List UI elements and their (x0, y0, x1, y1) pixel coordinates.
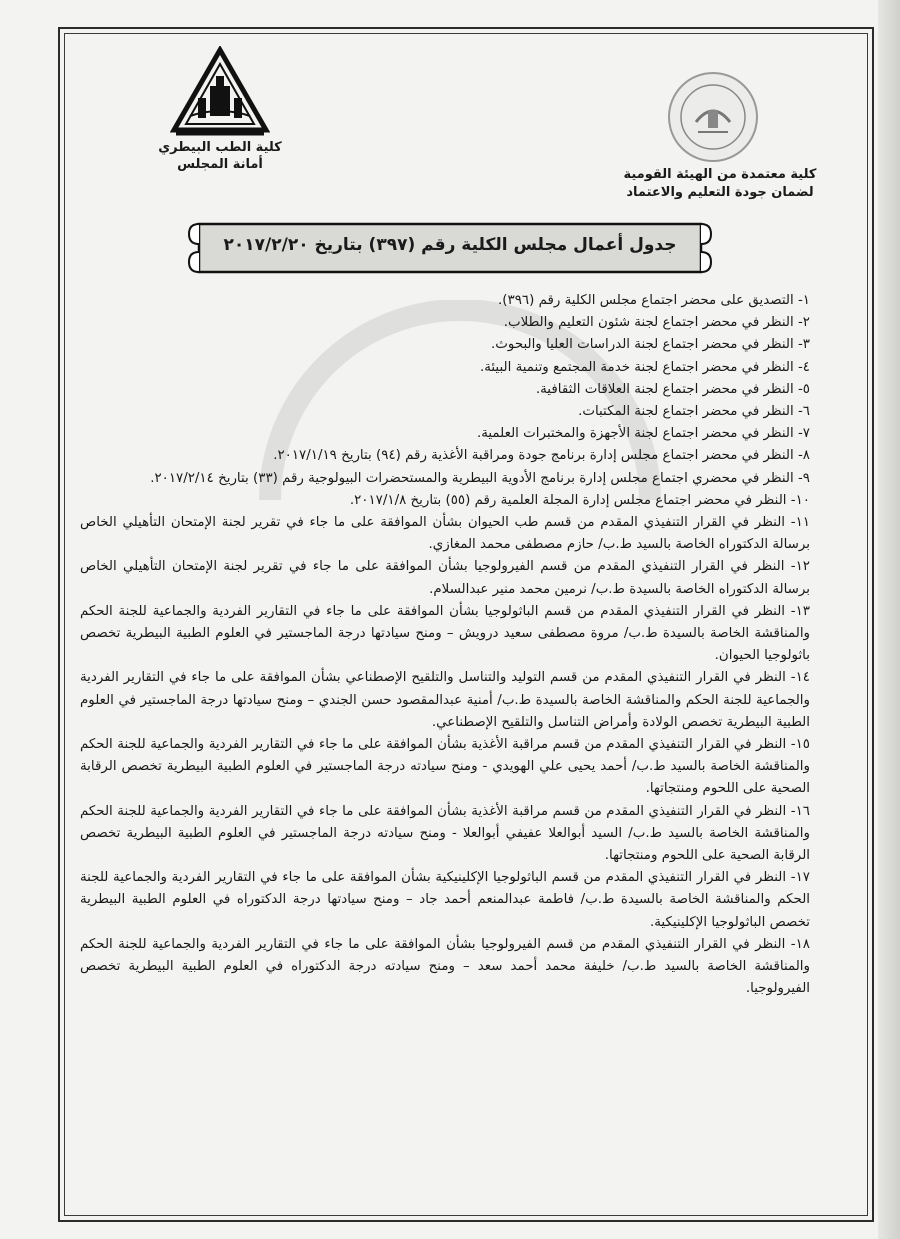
agenda-item: ٥- النظر في محضر اجتماع لجنة العلاقات الثقافية. (535, 381, 810, 397)
agenda-item: ٢- النظر في محضر اجتماع لجنة شئون التعليم والطلاب. (503, 315, 810, 331)
accreditation-line-1: كلية معتمدة من الهيئة القومية (623, 167, 817, 182)
faculty-header (140, 139, 300, 173)
agenda-item: ١٥- النظر في القرار التنفيذي المقدم من قسم مراقبة الأغذية بشأن الموافقة على ما جاء في التقارير الفردية والجماعية للجنة الحكم والمناقشة الخاصة بالسيد ط.ب/ أحمد يحيى علي الهويدي - ومنح سيادته درجة الماجستير في العلوم الطبية البيطرية تخصص الرقابة الصحية على اللحوم ومنتجاتها. (80, 737, 810, 797)
agenda-item: ١٤- النظر في القرار التنفيذي المقدم من قسم التوليد والتناسل والتلقيح الإصطناعي بشأن الموافقة على ما جاء في التقارير الفردية والجماعية للجنة الحكم والمناقشة الخاصة بالسيدة ط.ب/ أمنية عبدالمقصود حسن الجندي – ومنح سيادتها درجة الماجستير في العلوم الطبية البيطرية تخصص الولادة وأمراض التناسل والتلقيح الإصطناعي. (80, 670, 810, 730)
accreditation-seal (666, 70, 760, 164)
agenda-item: ٤- النظر في محضر اجتماع لجنة خدمة المجتمع وتنمية البيئة. (479, 359, 810, 375)
agenda-item: ١٣- النظر في القرار التنفيذي المقدم من قسم الباثولوجيا بشأن الموافقة على ما جاء في التقارير الفردية والجماعية للجنة الحكم والمناقشة الخاصة بالسيدة ط.ب/ مروة مصطفى سعيد درويش – ومنح سيادتها درجة الماجستير في العلوم الطبية البيطرية تخصص باثولوجيا الحيوان. (80, 603, 810, 664)
agenda-list (80, 290, 810, 1001)
scan-edge-shadow (878, 0, 900, 1239)
agenda-item: ٧- النظر في محضر اجتماع لجنة الأجهزة والمختبرات العلمية. (476, 426, 810, 442)
accreditation-line-2: لضمان جودة التعليم والاعتماد (626, 185, 814, 200)
council-secretariat: أمانة المجلس (177, 157, 263, 172)
agenda-item: ١٧- النظر في القرار التنفيذي المقدم من قسم الباثولوجيا الإكلينيكية بشأن الموافقة على ما جاء في التقارير الفردية والجماعية للجنة الحكم والمناقشة الخاصة بالسيدة ط.ب/ فاطمة عبدالمنعم أحمد جاد – ومنح سيادتها درجة الدكتوراه في العلوم الطبية البيطرية تخصص الباثولوجيا الإكلينيكية. (80, 870, 810, 930)
accreditation-text (600, 166, 840, 202)
agenda-item: ٦- النظر في محضر اجتماع لجنة المكتبات. (578, 404, 810, 420)
agenda-item: ٣- النظر في محضر اجتماع لجنة الدراسات العليا والبحوث. (491, 337, 810, 353)
agenda-item: ١٦- النظر في القرار التنفيذي المقدم من قسم مراقبة الأغذية بشأن الموافقة على ما جاء في التقارير الفردية والجماعية للجنة الحكم والمناقشة الخاصة بالسيد ط.ب/ السيد أبوالعلا عفيفي أبوالعلا - ومنح سيادته درجة الماجستير في العلوم الطبية البيطرية تخصص الرقابة الصحية على اللحوم ومنتجاتها. (80, 803, 810, 864)
agenda-item: ١٢- النظر في القرار التنفيذي المقدم من قسم الفيرولوجيا بشأن الموافقة على ما جاء في تقرير لجنة الإمتحان التأهيلي الخاص برسالة الدكتوراه الخاصة بالسيدة ط.ب/ نرمين محمد منير عبدالسلام. (80, 559, 810, 597)
agenda-item: ٩- النظر في محضري اجتماع مجلس إدارة برنامج الأدوية البيطرية والمستحضرات البيولوجية رقم (٣٣) بتاريخ ٢٠١٧/٢/١٤. (150, 470, 810, 486)
benha-university-logo (170, 46, 270, 138)
faculty-name: كلية الطب البيطري (158, 140, 282, 155)
agenda-title: جدول أعمال مجلس الكلية رقم (٣٩٧) بتاريخ ٢٠١٧/٢/٢٠ (223, 235, 677, 255)
agenda-item: ٨- النظر في محضر اجتماع مجلس إدارة برنامج جودة ومراقبة الأغذية رقم (٩٤) بتاريخ ٢٠١٧/١/١٩. (273, 448, 810, 464)
agenda-item: ١٨- النظر في القرار التنفيذي المقدم من قسم الفيرولوجيا بشأن الموافقة على ما جاء في التقارير الفردية والجماعية للجنة الحكم والمناقشة الخاصة بالسيد ط.ب/ خليفة محمد أحمد سعد – ومنح سيادته درجة الدكتوراه في العلوم الطبية البيطرية تخصص الفيرولوجيا. (80, 936, 810, 997)
agenda-item: ١- التصديق على محضر اجتماع مجلس الكلية رقم (٣٩٦). (498, 293, 810, 308)
agenda-item: ١٠- النظر في محضر اجتماع مجلس إدارة المجلة العلمية رقم (٥٥) بتاريخ ٢٠١٧/١/٨. (349, 492, 810, 508)
agenda-item: ١١- النظر في القرار التنفيذي المقدم من قسم طب الحيوان بشأن الموافقة على ما جاء في تقرير لجنة الإمتحان التأهيلي الخاص برسالة الدكتوراه الخاصة بالسيد ط.ب/ حازم مصطفى محمد المغازي. (80, 515, 810, 553)
